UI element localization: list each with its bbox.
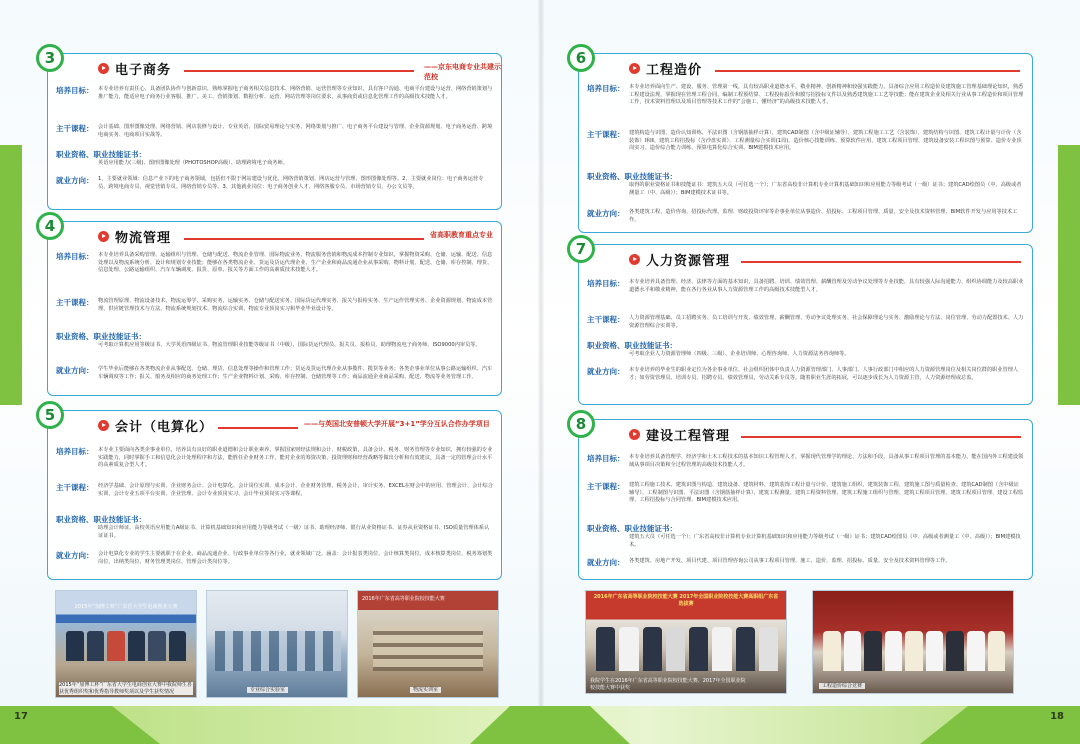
photo-award-ceremony (55, 590, 197, 698)
section-logistics (44, 217, 502, 396)
photo-banner: 2016年广东省高等职业院校技能大赛 (362, 596, 445, 602)
people-row (596, 627, 778, 671)
section-title: 建设工程管理 (646, 429, 731, 444)
jobs-label: 就业方向： (56, 551, 94, 560)
photo-caption: 专业综合实验室 (247, 687, 288, 694)
photo-caption: 2015年“加博工杯”广东省大学生电商创业大赛中我院师生喜获优秀组织奖和优秀指导教师奖项以及学生获奖情况 (59, 682, 192, 695)
training-label: 培养目标： (56, 252, 94, 261)
jobs-label: 就业方向： (587, 367, 625, 376)
courses-text: 会计基础、图形图像处理、网络营销、网店装修与设计、专业英语、国际贸易理论与实务、网络策划与推广、电子商务平台建设与管理、企业资源规划、电子商务运营、跨境电商实务、电商项目实战等。 (98, 124, 493, 138)
section-number: 8 (567, 410, 595, 438)
section-title: 会计（电算化） (115, 420, 214, 435)
courses-text: 建筑工程施工技术、建筑识图与构造、建筑设备、建筑材料、建筑装饰工程计量与计价、建筑施工组织、建筑装饰工程、建筑施工图与质量检查、建筑CAD制图（含中级证辅导）、工程制图与识图、平法识图（含钢筋抽样计算）、建筑工程测量、建筑工程资料管理、建筑工程施工组织与管理、建筑工程项目管理、建筑工程项目管理、建设工程监理、工程招投标与合同管理、BIM建模技术应用。 (629, 482, 1024, 504)
certs-text: 取得的职业资格证书和技能证书：建筑五大员（可任选一个）；广东省高校非计算机专业计算机基础知识和应用能力等级考试（一级）证书；建筑CAD绘图员（中、高级或者测量工（中、高级））；BIM建模技术证书等。 (629, 182, 1022, 196)
jobs-label: 就业方向： (587, 209, 625, 218)
section-number: 7 (567, 235, 595, 263)
photo-banner: 2015年“加博工杯”广东省大学生电商创业大赛 (74, 604, 178, 610)
section-number: 6 (567, 44, 595, 72)
training-text: 本专业培养具备管理学、经济学和土木工程技术的基本知识工程管理人才，掌握现代管理学的理论、方法和手段，具备从事工程项目管理的基本能力，能在国内外工程建设领域从事项目决策和全过程管理的高级技术技能人才。 (629, 454, 1024, 468)
training-text: 本专业培养面向生产、建设、服务、管理第一线，具有较高职业道德水平，敬业精神、创新精神和较强实践能力，具备综合应用工程造价及建筑施工管理基础理论知识，熟悉工程建设法规，掌握现在管理工程合同、编制工程预结算、工程投标报价和膜写招投标文件以及熟悉建筑施工工艺等技能；能在建筑企业及相关行业从事工程造价和项目管理工作，技术资料管理以及项目管理等技术工作的“会施工、懂经济”的高级技术技能人才。 (629, 84, 1024, 106)
certs-label: 职业资格、职业技能证书： (587, 524, 677, 533)
jobs-text: 会计电算化专业的学生主要就职于在企业、商品流通企业、行政事业单位等各行业，就业领域广泛，涵盖：会计报表类岗位、会计核算类岗位、成本核算类岗位、税务筹划类岗位、出纳类岗位、财务管理类岗位、管理会计类岗位等。 (98, 551, 493, 565)
courses-text: 物流管理原理、物流设备技术、物流运筹学、采购实务、运输实务、仓储与配送实务、国际货运代理实务、报关与报检实务、生产运作管理实务、企业资源规划、物流成本管理、供应链管理技术与方法、物流系统规划技术、物流综合实训、物流专业顶岗实习和毕业毕业设计等。 (98, 298, 493, 312)
certs-text: 可考取企业人力资源管理师（四级、三级）、企业培训师、心理咨询师、人力资源法务咨询师等。 (629, 351, 850, 357)
section-cost-engineering (575, 49, 1033, 233)
jobs-label: 就业方向： (587, 558, 625, 567)
jobs-text: 1、主要就业领域：信息产业下的电子商务领域，包括但不限于网站建设与优化、网络营销策划、网店运营与管理、图形图像处理等。2、主要就业岗位：电子商务运营专员、跨境电商专员、视觉营销专员、网络营销专员等。3、其他就业岗位：电子商务创业人才、网络客服专员、市场营销专员、办公文员等。 (98, 176, 484, 190)
training-label: 培养目标： (56, 86, 94, 95)
section-number: 4 (36, 212, 64, 240)
red-arrow-icon (629, 429, 640, 440)
courses-text: 建筑构造与识图、造价认知训练、平法识图（含钢筋抽样计算）、建筑CAD制图（含中级证辅导）、建筑工程施工工艺（含装饰）、建筑结构与识图、建筑工程计量与计价（含装饰）Ⅰ和Ⅱ、建筑工程招投标（含沙盘实训）、工程测量综合实训(1周)、造价核心技能训练、预算软件应用、建筑工程项目管理、建筑设备安装工程识图与预算、造价专业顶岗实习、造价综合能力训练、预算电算化综合实训、BIM建模技术应用。 (629, 130, 1022, 152)
courses-text: 经济学基础、会计原理与实训、企业财务会计、会计电算化、会计岗位实训、成本会计、企业财务管理、税务会计、审计实务、EXCEL在财会中的应用、管理会计、会计综合实训、会计专业五项平台实训、企业管理、会计专业顶岗实习、会计毕业顶岗实习等课程。 (98, 483, 493, 497)
section-title: 物流管理 (115, 231, 172, 246)
title-underline (741, 436, 1021, 438)
red-arrow-icon (98, 231, 109, 242)
training-label: 培养目标： (56, 447, 94, 456)
courses-label: 主干课程： (587, 482, 625, 491)
section-title: 人力资源管理 (646, 254, 731, 269)
certs-label: 职业资格、职业技能证书： (56, 150, 146, 159)
red-arrow-icon (629, 63, 640, 74)
page-number-right: 18 (1050, 711, 1064, 722)
training-text: 本专业培养有责任心，具备团队协作与创新意识，熟练掌握电子商务相关信息技术、网络营销、运营管理等专业知识，具有客户沟通、电商平台建设与运营、网络营销策划与推广能力，能适应电子商务行业客服、推广、美工、营销策划、数据分析、运营、网站管理等岗位要求，从事商贸或信息化管理工作的高级技术技能人才。 (98, 86, 493, 100)
training-text: 本专业主要面向各类企事业单位，培养具有良好的职业道德和会计职业素养，掌握国家财经法规和会计、财税政策，具备会计、税务、财务管理等专业知识，拥有较强的专业实践能力，同时掌握手工和信息化会计处理程序和方法，能胜任企业财务工作，能对企业的筹资决策，投资理财和经营战略等做出分析和有效建议，具备一定的管理会计水平的高素质复合型人才。 (98, 447, 493, 469)
section-title: 工程造价 (646, 63, 703, 78)
training-label: 培养目标： (587, 84, 625, 93)
certs-text: 建筑五大员（可任选一个）；广东省高校非计算机专业计算机基础知识和应用能力等级考试（一级）证书；建筑CAD绘图员（中、高级或者测量工（中、高级））；BIM建模技术。 (629, 534, 1021, 548)
jobs-text: 学生毕业后能够在各类物流企业从事配送、仓储、理货、信息处理等操作和管理工作；货运及货运代理企业从事揽件、揽货等业务；各类企事业单位从事公路运输组织、汽车车辆调度等工作；报关、船务及相应的商务处理工作；生产企业物料计划、采购、库存控制、仓储管理等工作；商品流通企业商品采购、配送、物流等业务管理工作。 (98, 366, 493, 380)
photo-lab (206, 590, 348, 698)
jobs-text: 各类建筑工程、造价咨询、招投标代理、监理、财政投资评审等企事业单位从事造价、招投标、工程项目管理、质量、安全及技术资料管理、BIM软件开发与应用等技术工作。 (629, 209, 1018, 223)
courses-text: 人力资源管理基础、员工招聘实务、员工培训与开发、绩效管理、薪酬管理、劳动争议处理实务、社会保障理论与实务、激励理论与方法、岗位管理、劳动力配置技术、人力资源管理综合实训等。 (629, 315, 1024, 329)
section-number: 5 (36, 401, 64, 429)
jobs-label: 就业方向： (56, 176, 94, 185)
people-row (66, 631, 186, 661)
photo-caption: 物流实训室 (410, 687, 441, 694)
photo-banner: 2016年广东省高等职业院校技能大赛 2017年全国职业院校技能大赛高职组广东省选拔赛 (593, 594, 779, 607)
title-underline (715, 70, 1020, 72)
training-text: 本专业培养具备管理、经济、法律等方面的基本知识，具备招聘、培训、绩效管理、薪酬管理及劳动争议处理等专业技能，具有较强人际沟通能力、组织协调能力及较高职业道德水平和敬业精神，能在各行各业从事人力资源管理工作的高级技术技能型人才。 (629, 279, 1024, 293)
training-label: 培养目标： (587, 279, 625, 288)
title-underline (184, 70, 414, 72)
section-tag: ——京东电商专业共建示范校 (424, 63, 501, 81)
certs-text: 英语应用能力(三级)、图形图像处理（PHOTOSHOP高级）、助理跨境电子商务师。 (98, 160, 288, 166)
courses-label: 主干课程： (56, 124, 94, 133)
title-underline (218, 427, 298, 429)
training-text: 本专业培养具备采购管理、运输组织与管理、仓储与配送、物流企业管理、国际物流业务、物流服务营销和物流成本控制专业知识，掌握物资采购、仓储、运输、配送、信息处理以及物流系统分析、设计和规划专业技能；能够在各类物流企业、货运及货运代理企业、生产企业和商品流通企业从事采购、物料计划、配送、仓储、库存控制、理货、信息处理、公路运输组织、汽车车辆调度、报货、原单、报关等方面工作的高素质技术技能人才。 (98, 252, 493, 274)
title-underline (184, 238, 424, 240)
page-number-left: 17 (14, 711, 28, 722)
section-number: 3 (36, 44, 64, 72)
lab-desks (215, 631, 341, 671)
page-fold (538, 0, 544, 744)
certs-label: 职业资格、职业技能证书： (587, 172, 677, 181)
certs-text: 可考取计算机应用等级证书、大学英语四级证书、物流管理职业技能等级证书（中级）、国际货运代理员、报关员、报检员、助理物流电子商务师、ISO9000内审员等。 (98, 342, 481, 348)
courses-label: 主干课程： (587, 130, 625, 139)
certs-label: 职业资格、职业技能证书： (587, 341, 677, 350)
courses-label: 主干课程： (56, 298, 94, 307)
red-arrow-icon (98, 63, 109, 74)
photo-caption: 工程造价综合竞赛 (819, 683, 865, 690)
right-side-band (1058, 145, 1080, 405)
section-tag: 省高职教育重点专业 (430, 231, 493, 239)
jobs-label: 就业方向： (56, 366, 94, 375)
section-title: 电子商务 (115, 63, 172, 78)
photo-caption: 我院学生在2016年广东省高等职业院校技能大赛、2017年全国职业院校技能大赛中获奖 (590, 678, 746, 691)
shelves (373, 626, 483, 671)
red-arrow-icon (98, 420, 109, 431)
photo-competition-winners (585, 590, 787, 694)
section-human-resources (575, 240, 1033, 405)
jobs-text: 各类建筑、房地产开发、项目代建、项目管理咨询公司从事工程项目管理、施工、造价、监理、招投标、质量、安全及技术资料管理等工作。 (629, 558, 951, 564)
certs-label: 职业资格、职业技能证书： (56, 332, 146, 341)
certs-text: 助理会计师证、高校英语应用能力A级证书、计算机基础知识和应用能力等级考试（一级）证书、助理经济师、银行从业资格证书、证券从业资格证书、ISO质量管理体系认证证书。 (98, 525, 490, 539)
title-underline (741, 261, 1021, 263)
training-label: 培养目标： (587, 454, 625, 463)
red-arrow-icon (629, 254, 640, 265)
section-ecommerce (44, 49, 502, 210)
section-construction-management (575, 415, 1033, 580)
courses-label: 主干课程： (587, 315, 625, 324)
people-row (823, 631, 1005, 671)
jobs-text: 本专业培养的毕业生的职业定位为各企事业单位、社会组织团体中负责人力资源管理部门、人事部门、人事行政部门中相应的人力资源管理岗位及相关岗位群的职业管理人才；如劳资管理员、培训专员、招聘专员、绩效管理员、劳动关系专员等。随着职业生涯的拓展，可以逐步成长为人力资源主管，人力资源经理或总监。 (629, 367, 1019, 381)
section-accounting (44, 406, 502, 580)
photo-logistics-lab (357, 590, 499, 698)
photo-cost-competition (812, 590, 1014, 694)
section-tag: ——与英国北安普顿大学开展“3+1”学分互认合作办学项目 (304, 420, 490, 428)
left-side-band (0, 145, 22, 405)
certs-label: 职业资格、职业技能证书： (56, 515, 146, 524)
courses-label: 主干课程： (56, 483, 94, 492)
